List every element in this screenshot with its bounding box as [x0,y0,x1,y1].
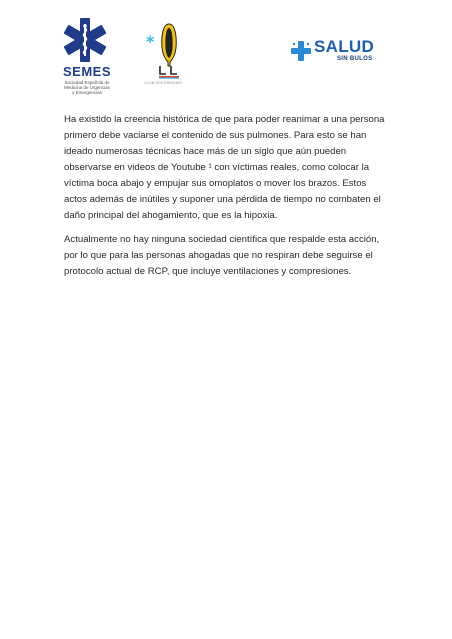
semes-name: SEMES [62,64,111,79]
salud-title: SALUD [314,37,375,56]
star-of-life-icon [61,16,109,64]
semes-subtitle-line: y Emergencias [72,90,102,95]
asterisk-icon: * [146,32,155,51]
lifeguard-club-caption: CLUB SOCORRISMO [144,81,182,85]
paragraph: Actualmente no hay ninguna sociedad científica que respalde esta acción, por lo que para las personas ahogadas que no respiran debe seguirse el protocolo actual de RCP, que incluye ventilaciones y compresiones. [64,234,380,277]
lifeguard-club-logo [143,22,183,88]
semes-logo [52,16,122,98]
medical-cross-icon [290,40,312,62]
paddle-icon [157,22,181,82]
semes-subtitle-line: Medicina de Urgencias [64,85,110,90]
paragraph: Ha existido la creencia histórica de que para poder reanimar a una persona primero debe vaciarse el contenido de sus pulmones. Para esto se han ideado numerosas técnicas hace más de un siglo que aún pueden observarse en videos de Youtube ¹ con víctimas reales, como colocar la víctima boca abajo y empujar sus omoplatos o mover los brazos. Estos actos además de inútiles y suponer una pérdida de tiempo no combaten el daño principal del ahogamiento, que es la hipoxia. [64,114,385,221]
document-body [64,112,388,288]
salud-subtitle: SIN BULOS [337,56,373,62]
semes-subtitle [52,80,122,95]
semes-subtitle-line: Sociedad Española de [64,80,110,85]
salud-sin-bulos-logo [290,38,385,64]
